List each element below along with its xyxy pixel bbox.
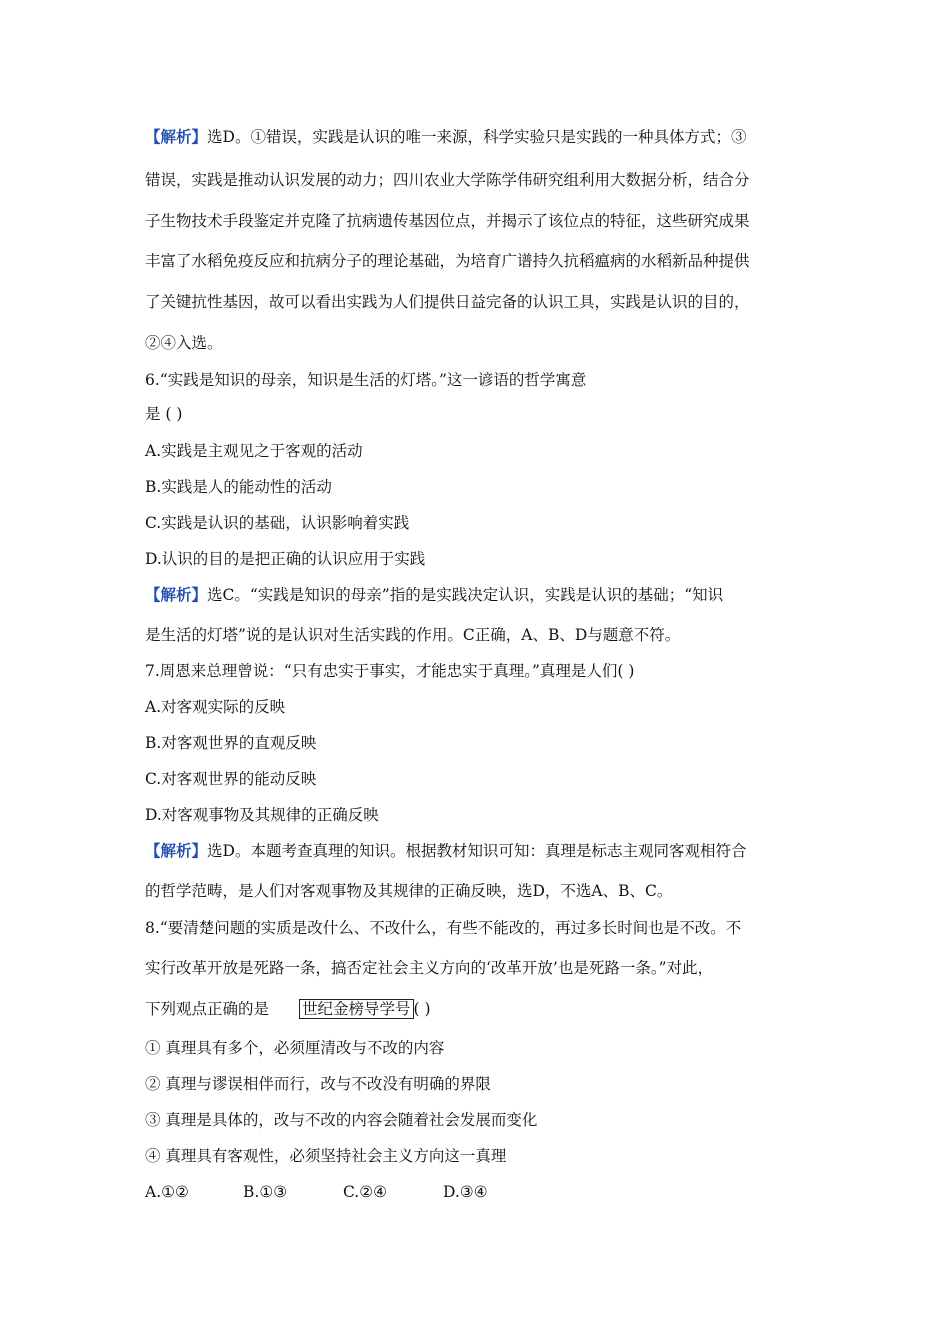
analysis-tag: 【解析】 [145, 127, 208, 146]
analysis-5-line-4: 丰富了水稻免疫反应和抗病分子的理论基础，为培育广谱持久抗稻瘟病的水稻新品种提供 [145, 252, 750, 270]
question-7-option-d: D.对客观事物及其规律的正确反映 [145, 806, 379, 824]
question-8-choice-c: C.②④ [343, 1183, 388, 1201]
question-8-statement-3: ③ 真理是具体的，改与不改的内容会随着社会发展而变化 [145, 1111, 538, 1129]
question-6-option-a: A.实践是主观见之于客观的活动 [145, 442, 363, 460]
question-6-stem: 6.“实践是知识的母亲，知识是生活的灯塔。”这一谚语的哲学寓意 [145, 371, 587, 389]
question-6-analysis-line-2: 是生活的灯塔”说的是认识对生活实践的作用。C正确，A、B、D与题意不符。 [145, 626, 681, 644]
question-7-option-c: C.对客观世界的能动反映 [145, 770, 317, 788]
analysis-5-line-2: 错误，实践是推动认识发展的动力；四川农业大学陈学伟研究组利用大数据分析，结合分 [145, 171, 750, 189]
analysis-5-line-1: 【解析】选D。①错误，实践是认识的唯一来源，科学实验只是实践的一种具体方式；③ [145, 127, 747, 146]
analysis-tag: 【解析】 [145, 585, 208, 604]
question-6-option-b: B.实践是人的能动性的活动 [145, 478, 332, 496]
question-8-statement-2: ② 真理与谬误相伴而行，改与不改没有明确的界限 [145, 1075, 491, 1093]
question-6-analysis-line-1: 【解析】选C。“实践是知识的母亲”指的是实践决定认识，实践是认识的基础；“知识 [145, 585, 724, 604]
question-8-choice-b: B.①③ [243, 1183, 288, 1201]
question-6-option-d: D.认识的目的是把正确的认识应用于实践 [145, 550, 426, 568]
question-8-stem-line-3: 下列观点正确的是 世纪金榜导学号 ( ) [145, 1000, 431, 1018]
analysis-5-line-3: 子生物技术手段鉴定并克隆了抗病遗传基因位点，并揭示了该位点的特征，这些研究成果 [145, 212, 750, 230]
question-8-stem-line-2: 实行改革开放是死路一条，搞否定社会主义方向的‘改革开放’也是死路一条。”对此， [145, 959, 714, 977]
analysis-tag: 【解析】 [145, 841, 208, 860]
question-8-stem-line-1: 8.“要清楚问题的实质是改什么、不改什么，有些不能改的，再过多长时间也是不改。不 [145, 919, 742, 937]
question-8-choices [145, 1182, 488, 1202]
question-7-option-b: B.对客观世界的直观反映 [145, 734, 317, 752]
question-6-option-c: C.实践是认识的基础，认识影响着实践 [145, 514, 410, 532]
question-6-stem-cont: 是 ( ) [145, 405, 183, 423]
question-7-option-a: A.对客观实际的反映 [145, 698, 286, 716]
source-label-box: 世纪金榜导学号 [299, 999, 414, 1019]
question-8-choice-a: A.①② [145, 1183, 189, 1201]
question-8-statement-4: ④ 真理具有客观性，必须坚持社会主义方向这一真理 [145, 1147, 507, 1165]
question-8-statement-1: ① 真理具有多个，必须厘清改与不改的内容 [145, 1039, 445, 1057]
question-8-choice-d: D.③④ [443, 1183, 488, 1201]
question-7-analysis-line-2: 的哲学范畴，是人们对客观事物及其规律的正确反映，选D，不选A、B、C。 [145, 882, 673, 900]
question-7-analysis-line-1: 【解析】选D。本题考查真理的知识。根据教材知识可知：真理是标志主观同客观相符合 [145, 841, 747, 860]
analysis-5-line-5: 了关键抗性基因，故可以看出实践为人们提供日益完备的认识工具，实践是认识的目的， [145, 293, 750, 311]
analysis-5-line-6: ②④入选。 [145, 334, 223, 352]
question-7-stem: 7.周恩来总理曾说：“只有忠实于事实，才能忠实于真理。”真理是人们( ) [145, 662, 635, 680]
